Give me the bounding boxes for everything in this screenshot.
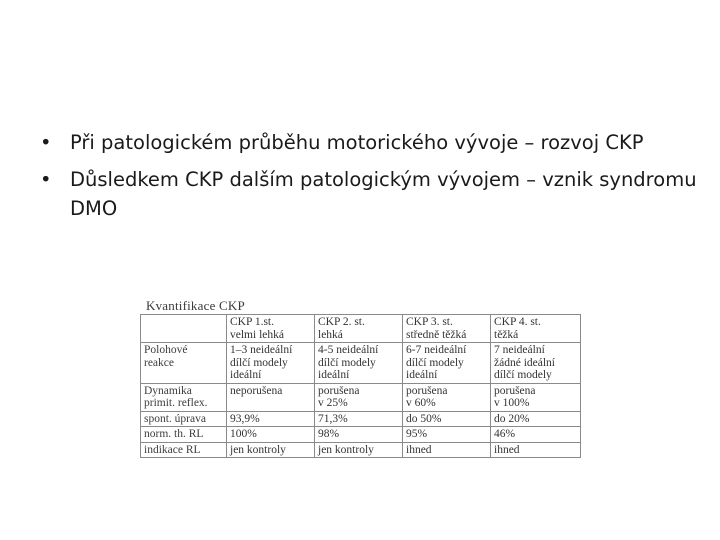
bullet-item: [40, 128, 700, 157]
table-cell: 98%: [315, 427, 403, 443]
table-row: [141, 411, 581, 427]
table-cell: 46%: [491, 427, 581, 443]
table-cell: porušena v 60%: [403, 383, 491, 411]
table-row: [141, 427, 581, 443]
table-row: [141, 442, 581, 458]
table-cell: jen kontroly: [227, 442, 315, 458]
table-cell: 4-5 neideální dílčí modely ideální: [315, 343, 403, 384]
quantification-table: [140, 314, 581, 458]
table-header-row: [141, 315, 581, 343]
row-label: indikace RL: [141, 442, 227, 458]
table-cell: jen kontroly: [315, 442, 403, 458]
table-cell: 1–3 neideální dílčí modely ideální: [227, 343, 315, 384]
table-cell: ihned: [403, 442, 491, 458]
row-label: norm. th. RL: [141, 427, 227, 443]
table-header-cell: [141, 315, 227, 343]
table-cell: do 20%: [491, 411, 581, 427]
bullet-list: [40, 128, 700, 231]
table-cell: porušena v 25%: [315, 383, 403, 411]
scanned-table-image: [140, 296, 580, 492]
table-row: [141, 383, 581, 411]
table-cell: 6-7 neideální dílčí modely ideální: [403, 343, 491, 384]
table-cell: do 50%: [403, 411, 491, 427]
table-cell: 93,9%: [227, 411, 315, 427]
row-label: Polohové reakce: [141, 343, 227, 384]
table-row: [141, 343, 581, 384]
bullet-dot: •: [40, 168, 52, 191]
bullet-text: Důsledkem CKP dalším patologickým vývojem – vznik syndromu DMO: [70, 168, 697, 220]
bullet-dot: •: [40, 131, 52, 154]
table-cell: 71,3%: [315, 411, 403, 427]
table-cell: 7 neideální žádné ideální dílčí modely: [491, 343, 581, 384]
bullet-text: Při patologickém průběhu motorického vývoje – rozvoj CKP: [70, 131, 644, 154]
table-header-cell: CKP 2. st. lehká: [315, 315, 403, 343]
table-header-cell: CKP 3. st. středně těžká: [403, 315, 491, 343]
bullet-item: [40, 165, 700, 223]
table-title: Kvantifikace CKP: [146, 298, 245, 313]
table-header-cell: CKP 1.st. velmi lehká: [227, 315, 315, 343]
table-cell: porušena v 100%: [491, 383, 581, 411]
table-cell: 100%: [227, 427, 315, 443]
table-header-cell: CKP 4. st. těžká: [491, 315, 581, 343]
table-cell: 95%: [403, 427, 491, 443]
row-label: spont. úprava: [141, 411, 227, 427]
row-label: Dynamika primit. reflex.: [141, 383, 227, 411]
table-cell: ihned: [491, 442, 581, 458]
table-cell: neporušena: [227, 383, 315, 411]
